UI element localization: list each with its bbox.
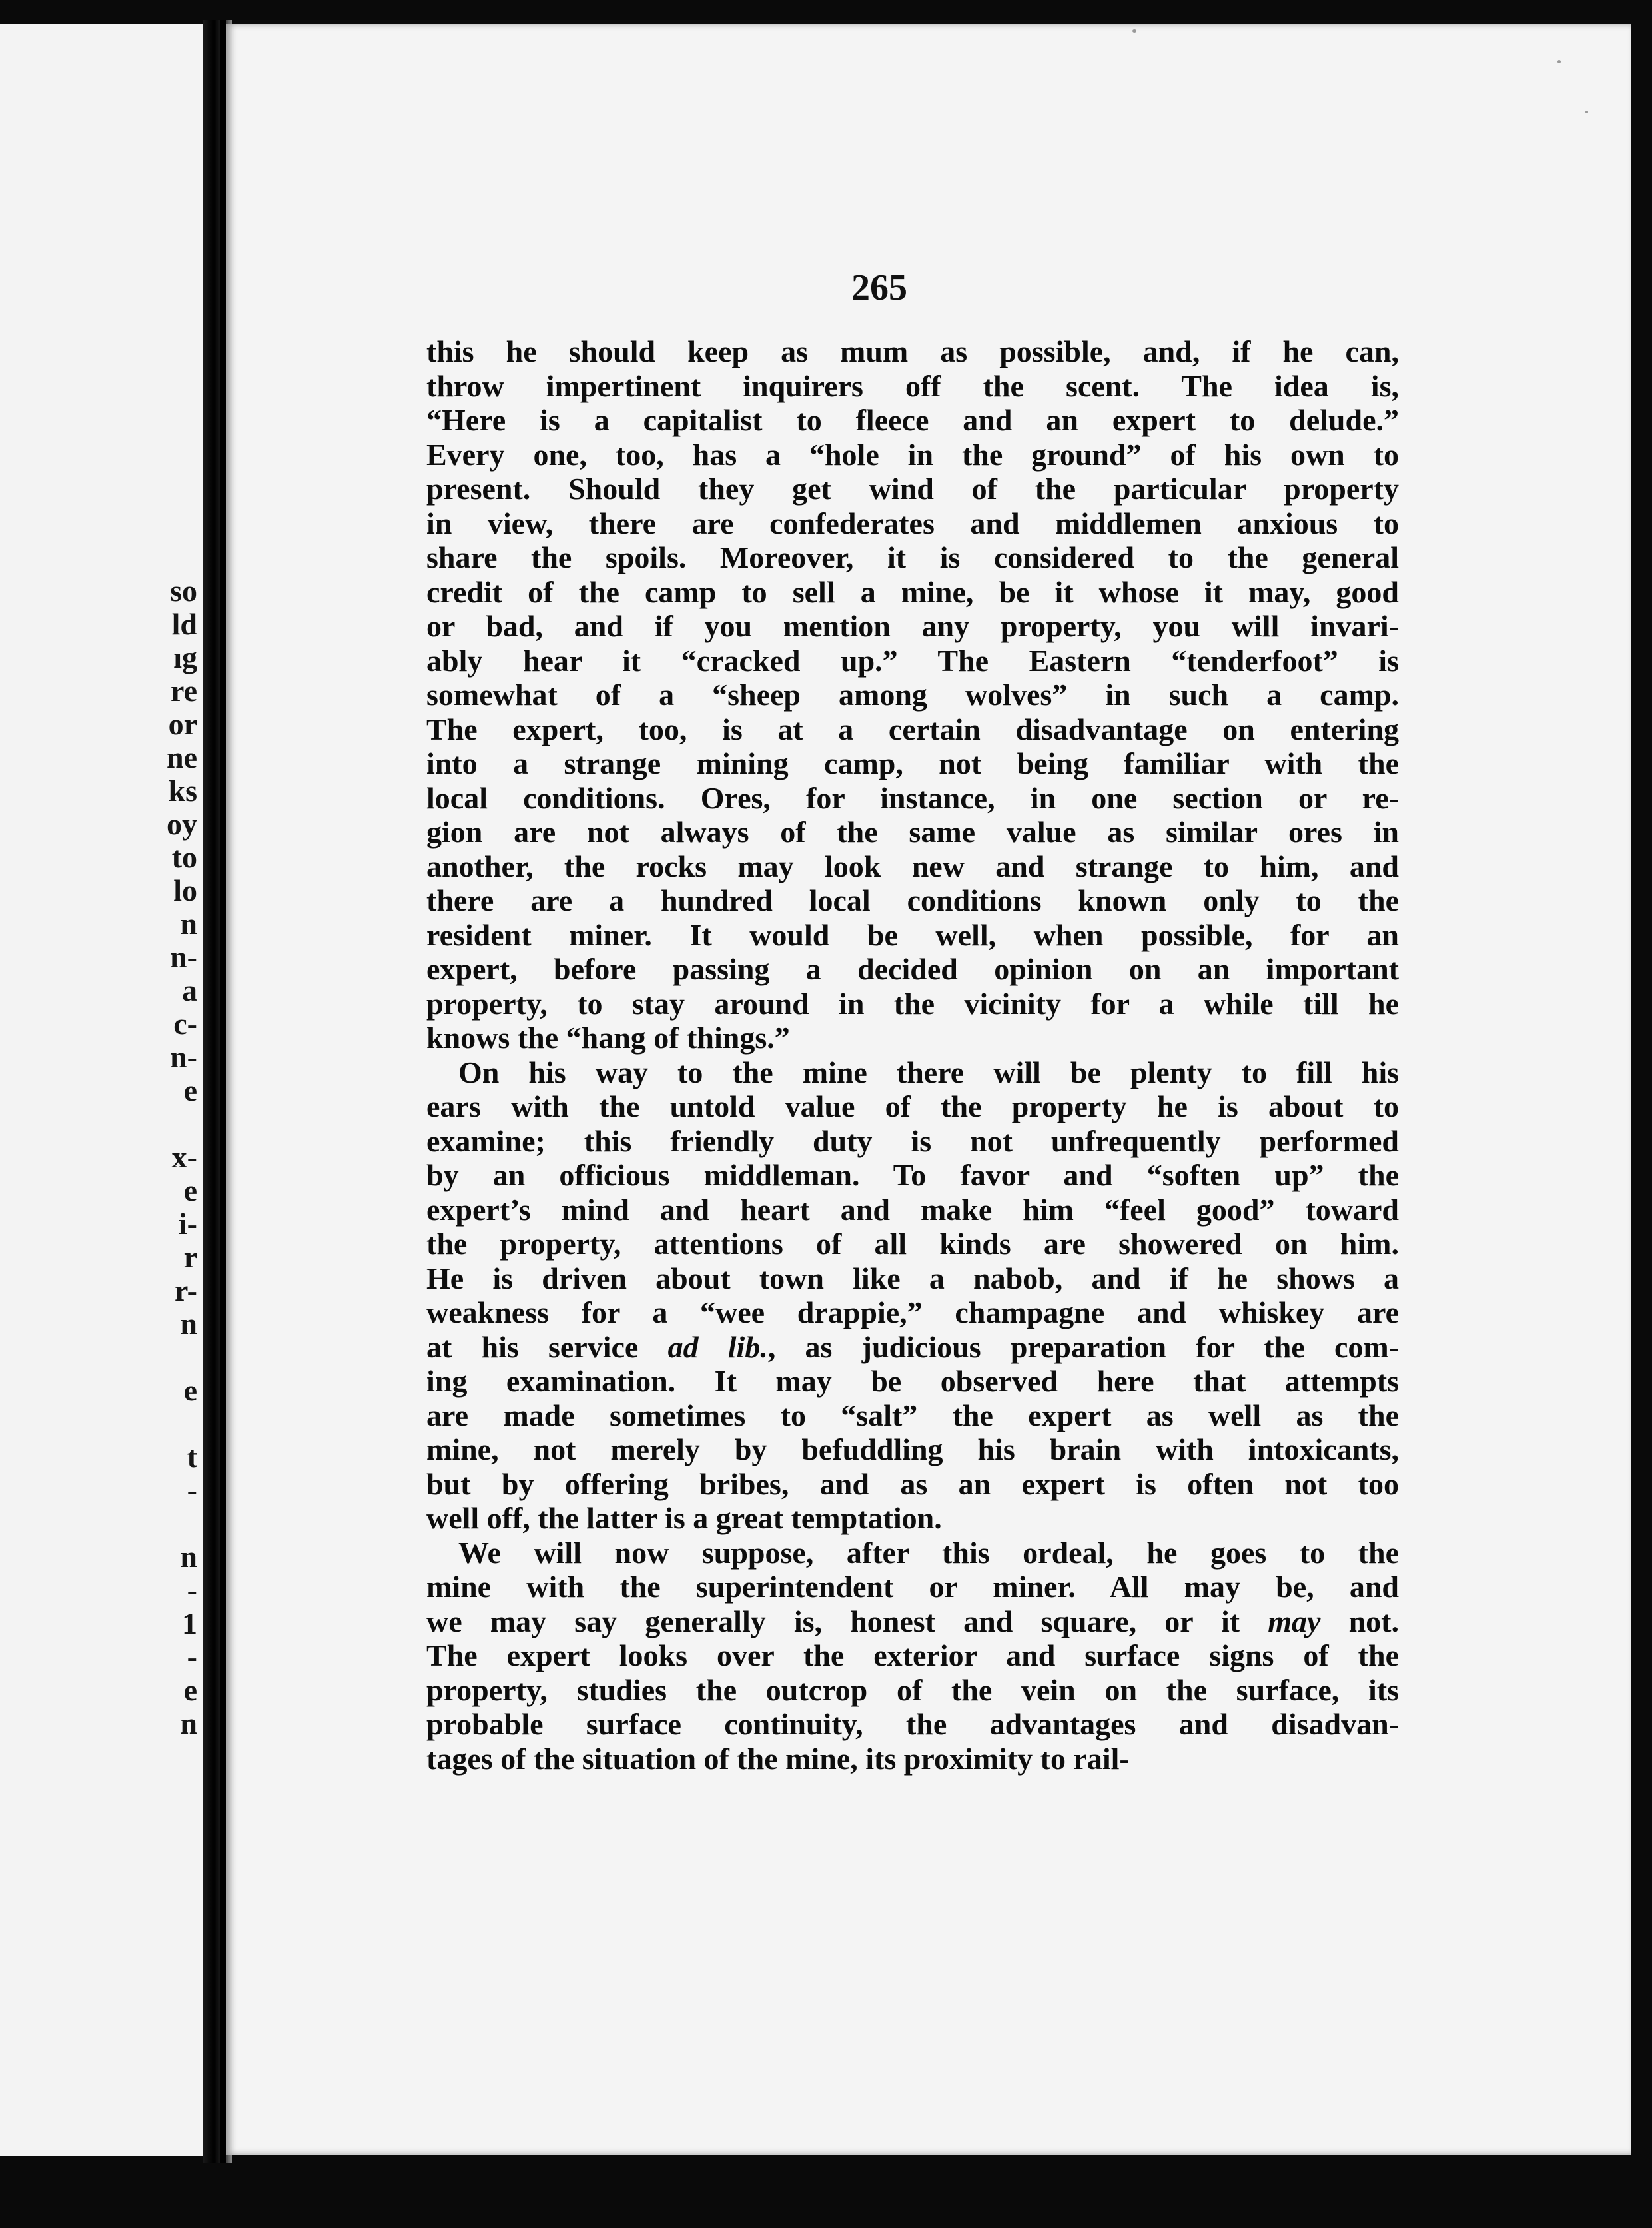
text-line: at his service ad lib., as judicious preparation for the com- <box>426 1329 1399 1364</box>
facing-line-fragment: n- <box>170 1040 197 1074</box>
text-line: examine; this friendly duty is not unfrequently performed <box>426 1123 1399 1158</box>
facing-line-fragment: 1 <box>182 1606 197 1640</box>
body-text <box>426 334 1399 1776</box>
facing-line-fragment: or <box>168 707 197 741</box>
text-line: we may say generally is, honest and square, or it may not. <box>426 1604 1399 1638</box>
text-line: weakness for a “wee drappie,” champagne and whiskey are <box>426 1295 1399 1329</box>
facing-line-fragment: e <box>183 1073 197 1107</box>
facing-page-edge <box>0 24 203 2156</box>
text-line: this he should keep as mum as possible, and, if he can, <box>426 334 1399 368</box>
text-line: local conditions. Ores, for instance, in one section or re- <box>426 780 1399 815</box>
text-line: knows the “hang of things.” <box>426 1021 790 1055</box>
text-line: tages of the situation of the mine, its proximity to rail- <box>426 1741 1130 1776</box>
facing-line-fragment: ld <box>171 607 197 641</box>
text-line: by an officious middleman. To favor and “soften up” the <box>426 1158 1399 1192</box>
facing-line-fragment: - <box>187 1573 197 1607</box>
facing-line-fragment: n <box>180 1706 197 1740</box>
facing-line-fragment <box>0 1407 197 1440</box>
facing-line-fragment: so <box>170 574 197 608</box>
facing-line-fragment: to <box>171 840 197 874</box>
text-line: probable surface continuity, the advantages and disadvan- <box>426 1707 1399 1741</box>
text-line: ably hear it “cracked up.” The Eastern “tenderfoot” is <box>426 643 1399 678</box>
text-line: throw impertinent inquirers off the scent. The idea is, <box>426 368 1399 403</box>
text-line: property, to stay around in the vicinity for a while till he <box>426 986 1399 1021</box>
text-line: ears with the untold value of the property he is about to <box>426 1089 1399 1123</box>
facing-line-fragment: - <box>187 1473 197 1507</box>
facing-line-fragment: e <box>183 1673 197 1707</box>
text-line: well off, the latter is a great temptation. <box>426 1501 942 1535</box>
text-line: gion are not always of the same value as similar ores in <box>426 815 1399 849</box>
text-line: share the spoils. Moreover, it is considered to the general <box>426 540 1399 574</box>
text-line: Every one, too, has a “hole in the ground” of his own to <box>426 437 1399 472</box>
facing-line-fragment: x- <box>171 1140 197 1174</box>
facing-line-fragment: - <box>187 1640 197 1674</box>
text-line: property, studies the outcrop of the vein on the surface, its <box>426 1672 1399 1707</box>
text-line: in view, there are confederates and middlemen anxious to <box>426 506 1399 540</box>
facing-line-fragment: ıg <box>173 640 197 674</box>
text-line: the property, attentions of all kinds are showered on him. <box>426 1227 1399 1261</box>
text-line: We will now suppose, after this ordeal, he goes to the <box>458 1535 1399 1570</box>
facing-line-fragment <box>0 1107 197 1141</box>
facing-line-fragment: r <box>183 1240 197 1274</box>
text-line: “Here is a capitalist to fleece and an expert to delude.” <box>426 403 1399 437</box>
facing-line-fragment: oy <box>167 807 197 841</box>
paper-speck <box>1585 111 1588 113</box>
facing-line-fragment: re <box>170 674 197 708</box>
text-line: or bad, and if you mention any property, you will invari- <box>426 609 1399 643</box>
facing-line-fragment: lo <box>173 873 197 907</box>
facing-line-fragment <box>0 1341 197 1374</box>
paper-speck <box>1132 29 1136 33</box>
facing-line-fragment: ne <box>167 740 197 774</box>
text-line: expert, before passing a decided opinion on an important <box>426 952 1399 986</box>
facing-line-fragment: ks <box>168 774 197 808</box>
text-line: into a strange mining camp, not being familiar with the <box>426 746 1399 780</box>
facing-line-fragment: e <box>183 1173 197 1207</box>
facing-line-fragment: c- <box>173 1007 197 1041</box>
facing-line-fragment: n <box>180 907 197 941</box>
text-line: mine with the superintendent or miner. All may be, and <box>426 1570 1399 1604</box>
text-line: On his way to the mine there will be plenty to fill his <box>458 1055 1399 1089</box>
facing-line-fragment: i- <box>178 1207 197 1241</box>
facing-line-fragment: e <box>183 1373 197 1407</box>
facing-line-fragment: t <box>187 1440 197 1474</box>
text-line: mine, not merely by befuddling his brain with intoxicants, <box>426 1432 1399 1466</box>
italic-phrase: ad lib. <box>667 1329 768 1364</box>
italic-phrase: may <box>1268 1604 1321 1638</box>
text-line: resident miner. It would be well, when possible, for an <box>426 917 1399 952</box>
paper-speck <box>1557 60 1561 63</box>
text-line: credit of the camp to sell a mine, be it whose it may, good <box>426 574 1399 609</box>
facing-page-line-fragments <box>0 574 203 1740</box>
text-line: but by offering bribes, and as an expert is often not too <box>426 1466 1399 1501</box>
facing-line-fragment: n- <box>170 940 197 974</box>
facing-line-fragment: a <box>182 973 197 1007</box>
text-line: The expert, too, is at a certain disadvantage on entering <box>426 712 1399 746</box>
text-line: are made sometimes to “salt” the expert as well as the <box>426 1398 1399 1432</box>
gutter-shadow <box>220 20 226 2163</box>
text-line: present. Should they get wind of the particular property <box>426 472 1399 506</box>
text-line: ing examination. It may be observed here that attempts <box>426 1364 1399 1398</box>
text-line: expert’s mind and heart and make him “feel good” toward <box>426 1192 1399 1227</box>
page-number: 265 <box>851 267 907 308</box>
facing-line-fragment <box>0 1507 197 1540</box>
facing-line-fragment: r- <box>174 1273 197 1307</box>
facing-line-fragment: n <box>180 1540 197 1574</box>
facing-line-fragment: n <box>180 1307 197 1341</box>
text-line: another, the rocks may look new and strange to him, and <box>426 849 1399 883</box>
text-line: somewhat of a “sheep among wolves” in such a camp. <box>426 678 1399 712</box>
text-line: He is driven about town like a nabob, and if he shows a <box>426 1261 1399 1295</box>
text-line: there are a hundred local conditions known only to the <box>426 883 1399 917</box>
text-line: The expert looks over the exterior and surface signs of the <box>426 1638 1399 1672</box>
